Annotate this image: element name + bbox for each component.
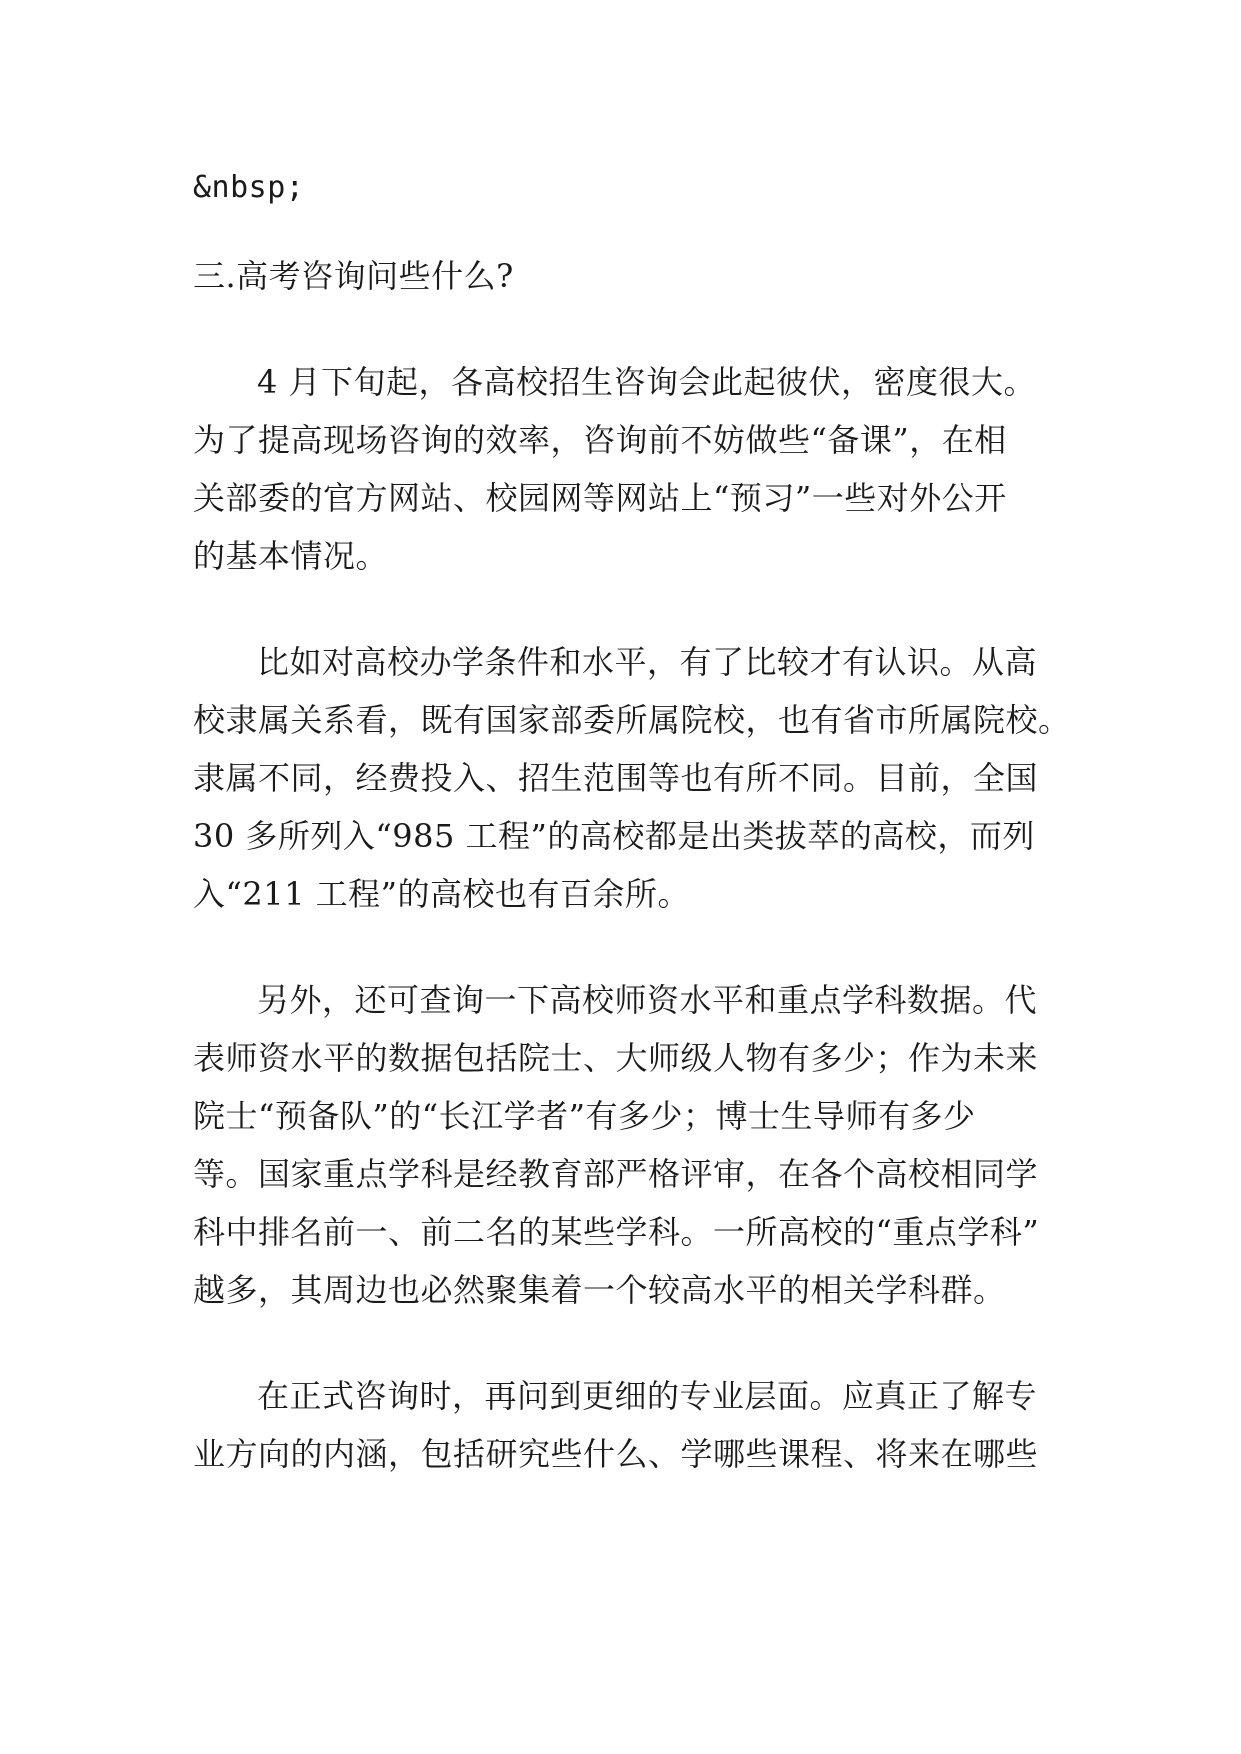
paragraph-line: 校隶属关系看，既有国家部委所属院校，也有省市所属院校。 bbox=[193, 701, 1071, 739]
paragraph-line: 关部委的官方网站、校园网等网站上“预习”一些对外公开 bbox=[193, 479, 1007, 517]
paragraph-line: 等。国家重点学科是经教育部严格评审，在各个高校相同学 bbox=[193, 1155, 1039, 1193]
paragraph-line: 4 月下旬起，各高校招生咨询会此起彼伏，密度很大。 bbox=[257, 363, 1037, 401]
nbsp-text: &nbsp; bbox=[193, 170, 305, 205]
paragraph-line: 的基本情况。 bbox=[193, 537, 389, 575]
paragraph-line: 业方向的内涵，包括研究些什么、学哪些课程、将来在哪些 bbox=[193, 1435, 1039, 1473]
paragraph-line: 在正式咨询时，再问到更细的专业层面。应真正了解专 bbox=[257, 1377, 1038, 1415]
paragraph-line: 另外，还可查询一下高校师资水平和重点学科数据。代 bbox=[257, 981, 1038, 1019]
paragraph-line: 院士“预备队”的“长江学者”有多少；博士生导师有多少 bbox=[193, 1097, 976, 1135]
section-heading: 三.高考咨询问些什么? bbox=[193, 257, 514, 295]
paragraph-line: 比如对高校办学条件和水平，有了比较才有认识。从高 bbox=[257, 643, 1038, 681]
paragraph-line: 入“211 工程”的高校也有百余所。 bbox=[193, 875, 690, 913]
paragraph-line: 30 多所列入“985 工程”的高校都是出类拔萃的高校，而列 bbox=[193, 817, 1035, 855]
paragraph-line: 表师资水平的数据包括院士、大师级人物有多少；作为未来 bbox=[193, 1039, 1039, 1077]
paragraph-line: 隶属不同，经费投入、招生范围等也有所不同。目前，全国 bbox=[193, 759, 1039, 797]
paragraph-line: 为了提高现场咨询的效率，咨询前不妨做些“备课”，在相 bbox=[193, 421, 1007, 459]
paragraph-line: 越多，其周边也必然聚集着一个较高水平的相关学科群。 bbox=[193, 1271, 1006, 1309]
paragraph-line: 科中排名前一、前二名的某些学科。一所高校的“重点学科” bbox=[193, 1213, 1040, 1251]
